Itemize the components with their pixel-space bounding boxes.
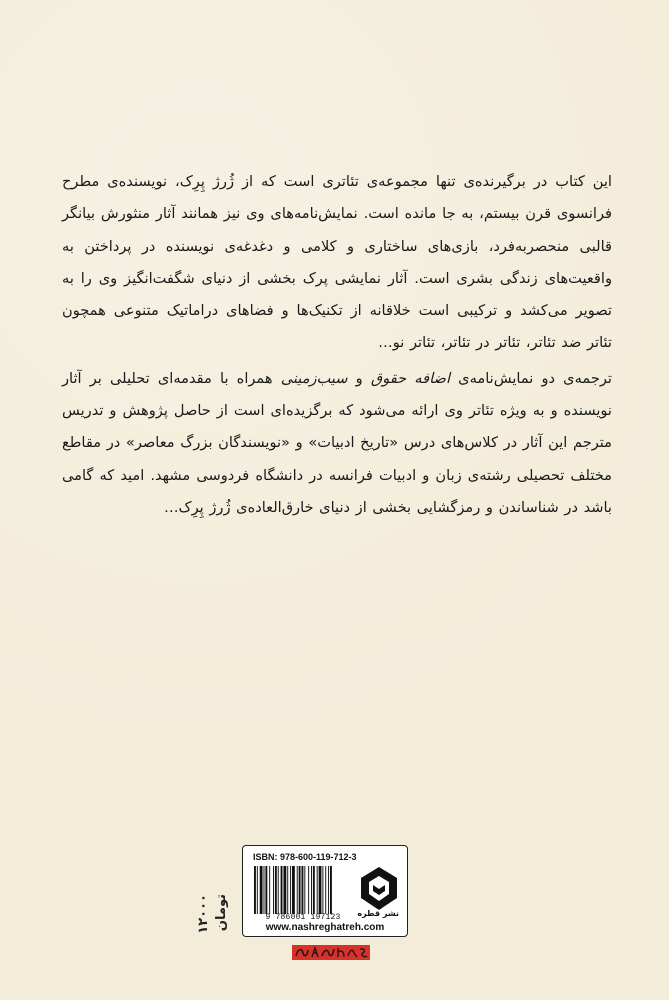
publisher-website: www.nashreghatreh.com <box>265 922 385 933</box>
price-amount: ۱۲۰۰۰ <box>196 894 211 934</box>
publisher-logo-icon <box>357 864 401 914</box>
series-logo-strip <box>292 945 370 960</box>
isbn-label: ISBN: 978-600-119-712-3 <box>253 852 357 862</box>
play-title-2: سیب‌زمینی <box>280 369 348 387</box>
series-logo-icon <box>292 945 370 960</box>
paragraph-2-intro: ترجمه‌ی دو نمایش‌نامه‌ی <box>450 369 612 387</box>
price-label <box>195 894 231 938</box>
barcode-icon <box>253 866 353 914</box>
play-title-1: اضافه حقوق <box>370 369 450 387</box>
paragraph-2-body: همراه با مقدمه‌ای تحلیلی بر آثار نویسنده و به ویژه تئاتر وی ارائه می‌شود که برگزیده‌ای است از حاصل پژوهش و تدریس مترجم این آثار در کلاس‌های درس «تاریخ ادبیات» و «نویسندگان بزرگ معاصر» در مقاطع مختلف تحصیلی رشته‌ی زبان و ادبیات فرانسه در دانشگاه فردوسی مشهد. امید که گامی باشد در شناساندن و رمزگشایی بخشی از دنیای خارق‌العاده‌ی ژُرژ پِرِک… <box>62 369 612 516</box>
back-cover-text <box>62 166 612 524</box>
publisher-name: نشر قطره <box>357 909 399 918</box>
barcode-box <box>242 845 408 937</box>
price-unit: تومان <box>214 894 229 932</box>
description-paragraph-1: این کتاب در برگیرنده‌ی تنها مجموعه‌ی تئاتری است که از ژُرژ پِرِک، نویسنده‌ی مطرح فرانسوی قرن بیستم، به جا مانده است. نمایش‌نامه‌های وی نیز همانند آثار منثورش بیانگر قالبی منحصربه‌فرد، بازی‌های ساختاری و کلامی و دغدغه‌ی نویسنده در پرداختن به واقعیت‌های زندگی بشری است. آثار نمایشی پرک بخشی از دنیای شگفت‌انگیز وی را به تصویر می‌کشد و ترکیبی است خلاقانه از تکنیک‌ها و فضاهای دراماتیک متنوعی همچون تئاتر ضد تئاتر، تئاتر در تئاتر، تئاتر نو… <box>62 173 612 352</box>
paragraph-2-conjunction: و <box>347 369 371 387</box>
description-paragraph-2 <box>62 363 612 524</box>
barcode-number: 9 786001 197123 <box>265 913 341 922</box>
